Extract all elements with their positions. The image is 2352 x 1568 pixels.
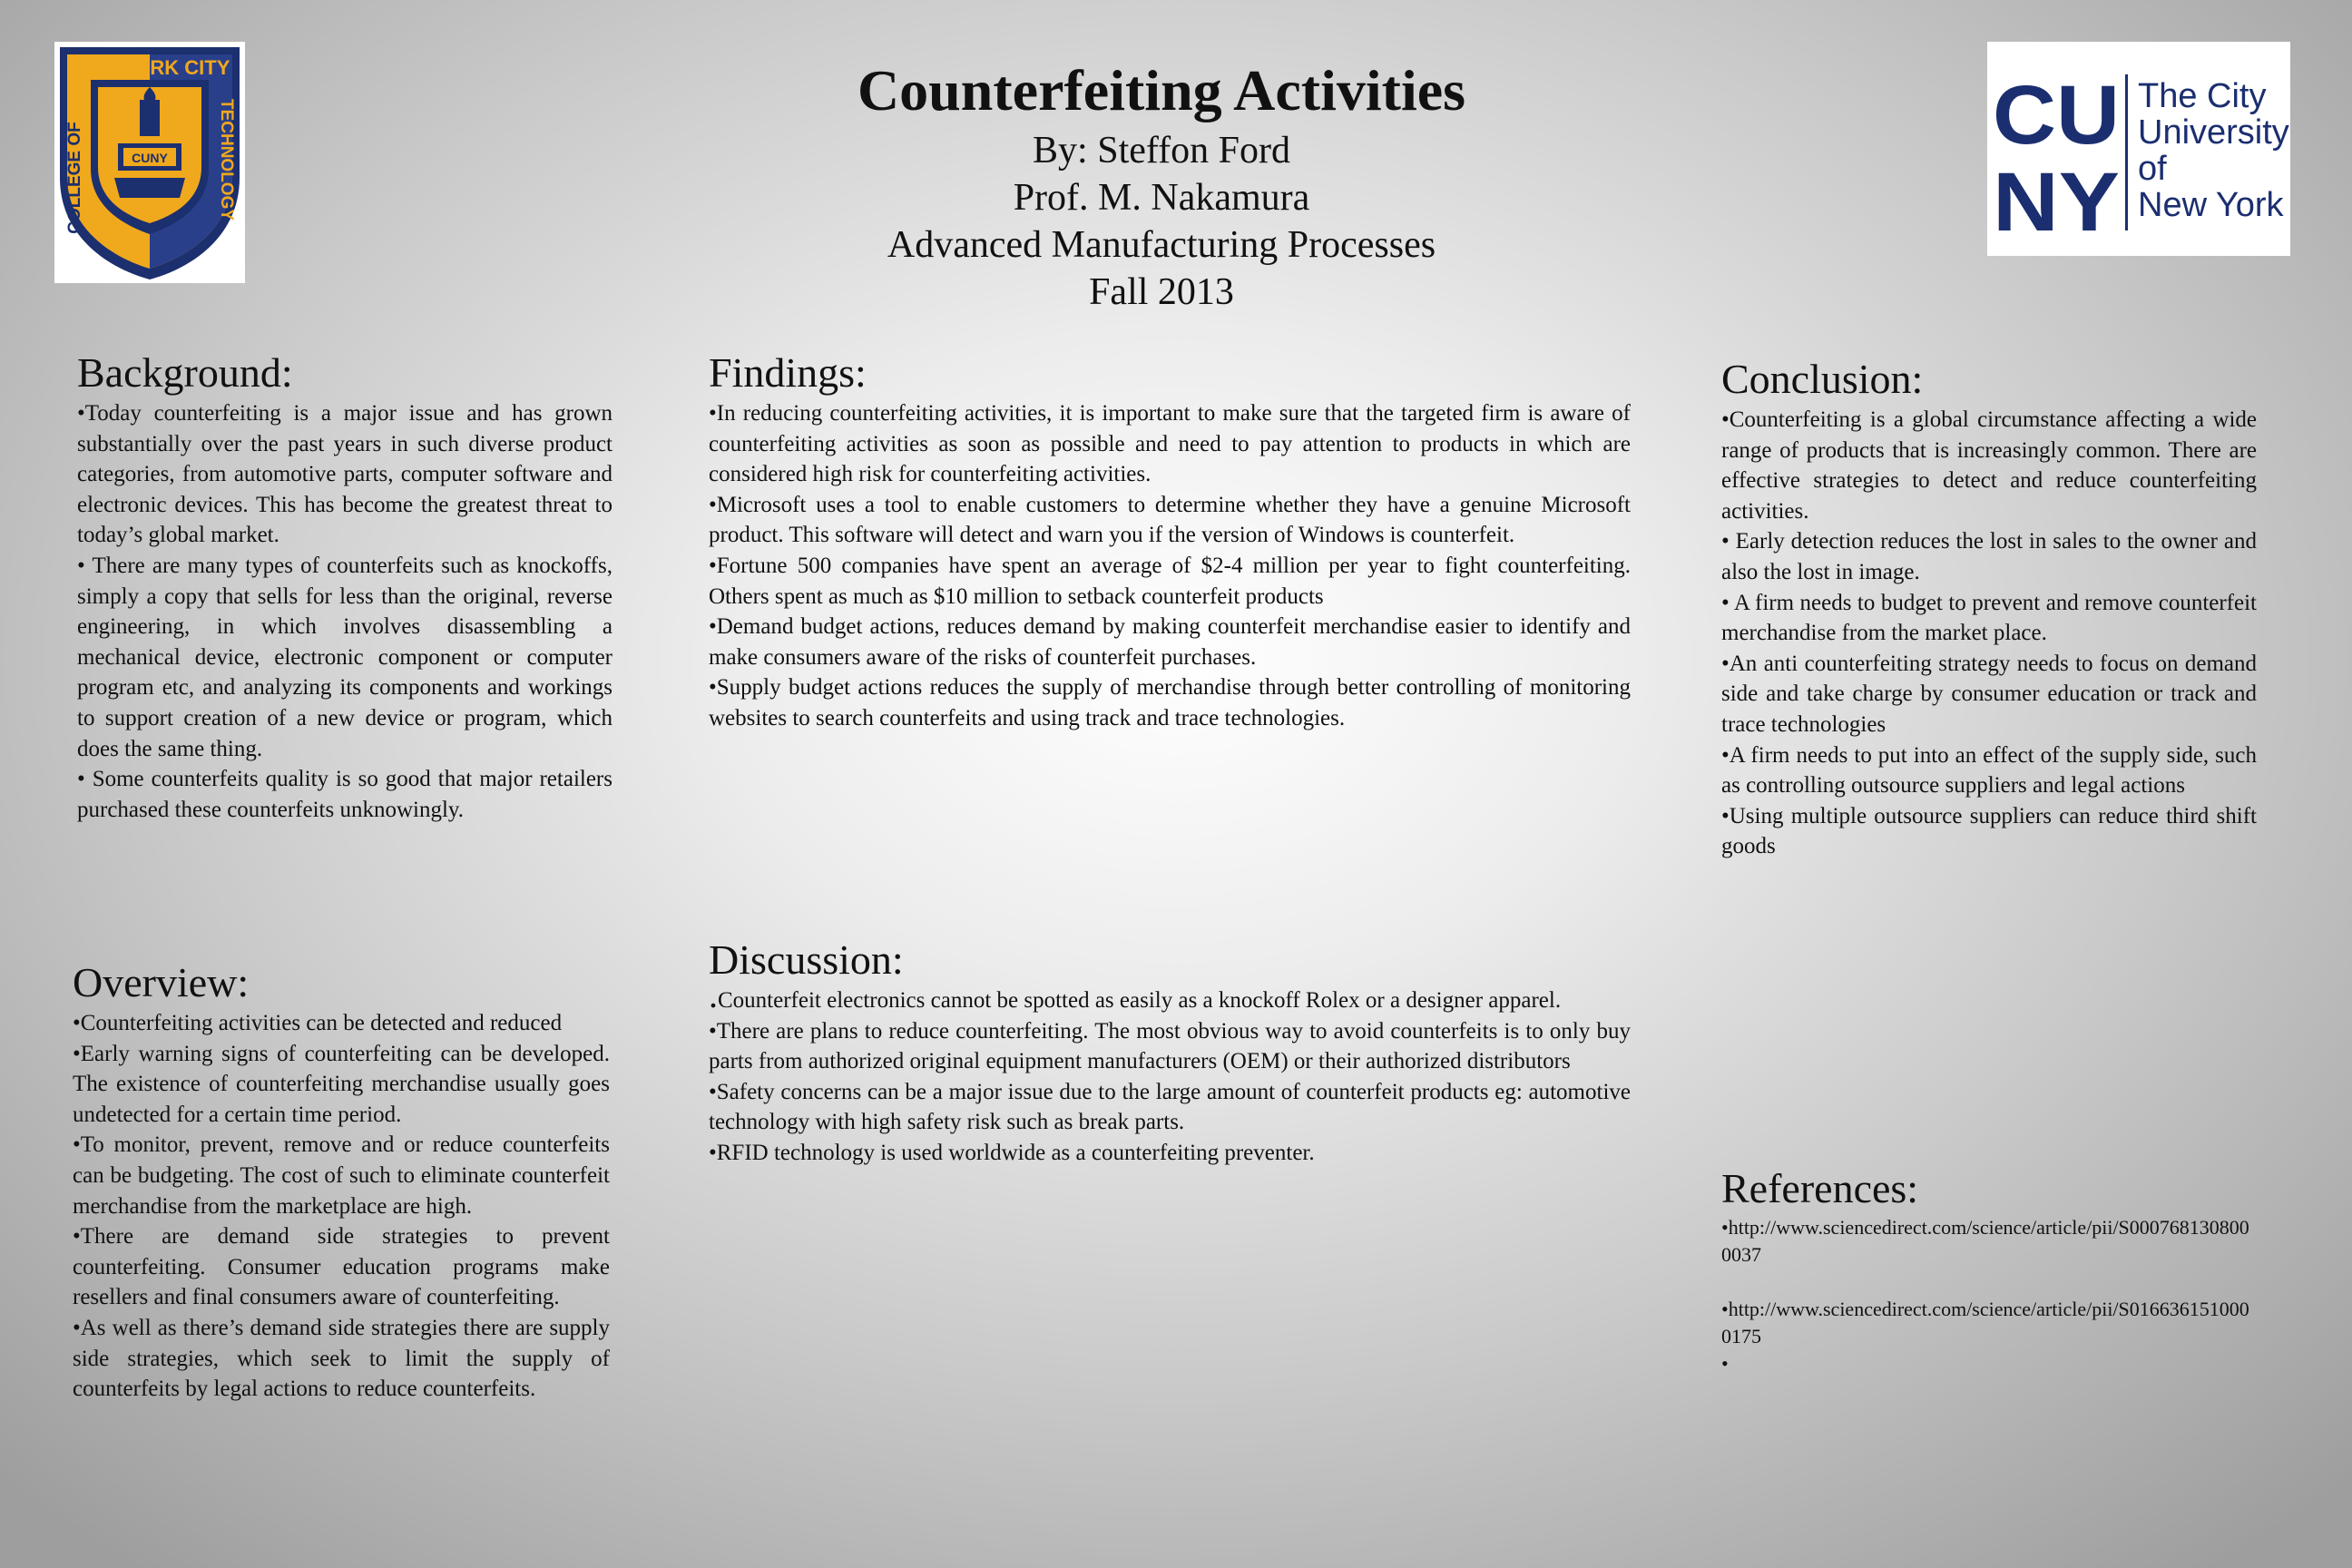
references-heading: References: [1721,1165,1919,1211]
discussion-section [709,935,1631,1169]
discussion-first-text: Counterfeit electronics cannot be spotted as easily as a knockoff Rolex or a designer apparel. [718,988,1562,1013]
conclusion-paragraph: •A firm needs to put into an effect of the supply side, such as controlling outsource suppliers and legal actions [1721,742,2257,799]
conclusion-paragraph: • Early detection reduces the lost in sales to the owner and also the lost in image. [1721,529,2257,584]
poster-professor: Prof. M. Nakamura [1013,177,1310,219]
discussion-heading: Discussion: [709,936,904,983]
reference-empty-bullet: • [1721,1352,1729,1375]
cuny-line4: New York [2138,186,2284,224]
background-heading: Background: [77,349,293,396]
logo-top-text: NEW YORK CITY [69,56,230,79]
overview-paragraph: •Counterfeiting activities can be detected and reduced [73,1011,563,1035]
findings-paragraph: •Fortune 500 companies have spent an average of $2-4 million per year to fight counterfeiting. Others spent as much as $10 million to setback counterfeit products [709,553,1631,609]
discussion-paragraph: •There are plans to reduce counterfeiting. The most obvious way to avoid counterfeits is to only buy parts from authorized original equipment manufacturers (OEM) or their authorized distributors [709,1018,1631,1074]
background-section [77,348,612,825]
findings-paragraph: •In reducing counterfeiting activities, it is important to make sure that the targeted firm is aware of counterfeiting activities as soon as possible and need to pay attention to products in which are considered high risk for counterfeiting activities. [709,401,1631,487]
references-section [1721,1163,2257,1377]
overview-paragraph: •There are demand side strategies to prevent counterfeiting. Consumer education programs make resellers and final consumers aware of counterfeiting. [73,1224,610,1310]
logo-left-text: COLLEGE OF [65,122,84,234]
poster-author: By: Steffon Ford [1033,130,1290,172]
poster-header [635,54,1688,316]
findings-section [709,348,1631,734]
reference-spacer [1721,1269,2257,1296]
conclusion-paragraph: • A firm needs to budget to prevent and remove counterfeit merchandise from the market place. [1721,590,2257,646]
overview-heading: Overview: [73,959,250,1005]
conclusion-paragraph: •An anti counterfeiting strategy needs to focus on demand side and take charge by consumer education or track and trace technologies [1721,651,2257,737]
conclusion-section [1721,354,2257,862]
city-tech-logo [54,42,245,283]
cuny-line3: of [2138,150,2167,188]
cuny-logo [1987,42,2290,256]
overview-section [73,957,610,1405]
findings-heading: Findings: [709,349,867,396]
cuny-line1: The City [2138,77,2267,115]
discussion-paragraph [709,975,1631,1016]
logo-badge-text: CUNY [132,151,168,165]
discussion-paragraph: •RFID technology is used worldwide as a counterfeiting preventer. [709,1140,1315,1165]
overview-paragraph: •To monitor, prevent, remove and or reduce counterfeits can be budgeting. The cost of such to eliminate counterfeit merchandise from the marketplace are high. [73,1132,610,1219]
discussion-dot: . [709,975,718,1015]
poster-title: Counterfeiting Activities [857,58,1466,122]
poster-term: Fall 2013 [1089,271,1234,313]
discussion-paragraph: •Safety concerns can be a major issue due to the large amount of counterfeit products eg: automotive technology with high safety risk such as break parts. [709,1079,1631,1135]
conclusion-heading: Conclusion: [1721,356,1924,402]
cuny-line2: University [2138,113,2289,152]
background-paragraph: • There are many types of counterfeits such as knockoffs, simply a copy that sells for less than the original, reverse engineering, in which involves disassembling a mechanical device, electronic component or computer program etc, and analyzing its components and workings to support creation of a new device or program, which does the same thing. [77,553,612,761]
cuny-letters-mid: NY [1993,156,2120,249]
conclusion-paragraph: •Counterfeiting is a global circumstance affecting a wide range of products that is increasingly common. There are effective strategies to detect and reduce counterfeiting activities. [1721,407,2257,524]
cuny-letters-top: CU [1993,69,2120,162]
overview-paragraph: •Early warning signs of counterfeiting can be developed. The existence of counterfeiting merchandise usually goes undetected for a certain time period. [73,1041,610,1127]
reference-link[interactable]: •http://www.sciencedirect.com/science/article/pii/S0007681308000037 [1721,1216,2249,1266]
findings-paragraph: •Demand budget actions, reduces demand by making counterfeit merchandise easier to identify and make consumers aware of the risks of counterfeit purchases. [709,614,1631,670]
reference-link[interactable]: •http://www.sciencedirect.com/science/article/pii/S0166361510000175 [1721,1298,2249,1348]
background-paragraph: •Today counterfeiting is a major issue and has grown substantially over the past years in such diverse product categories, from automotive parts, computer software and electronic devices. This has become the greatest threat to today’s global market. [77,401,612,548]
poster-course: Advanced Manufacturing Processes [887,224,1436,266]
logo-right-text: TECHNOLOGY [217,98,236,221]
findings-paragraph: •Supply budget actions reduces the supply of merchandise through better controlling of monitoring websites to search counterfeits and using track and trace technologies. [709,675,1631,730]
findings-paragraph: •Microsoft uses a tool to enable customers to determine whether they have a genuine Microsoft product. This software will detect and warn you if the version of Windows is counterfeit. [709,492,1631,548]
overview-paragraph: •As well as there’s demand side strategies there are supply side strategies, which seek to limit the supply of counterfeits by legal actions to reduce counterfeits. [73,1315,610,1402]
conclusion-paragraph: •Using multiple outsource suppliers can reduce third shift goods [1721,803,2257,859]
background-paragraph: • Some counterfeits quality is so good that major retailers purchased these counterfeits unknowingly. [77,767,612,822]
